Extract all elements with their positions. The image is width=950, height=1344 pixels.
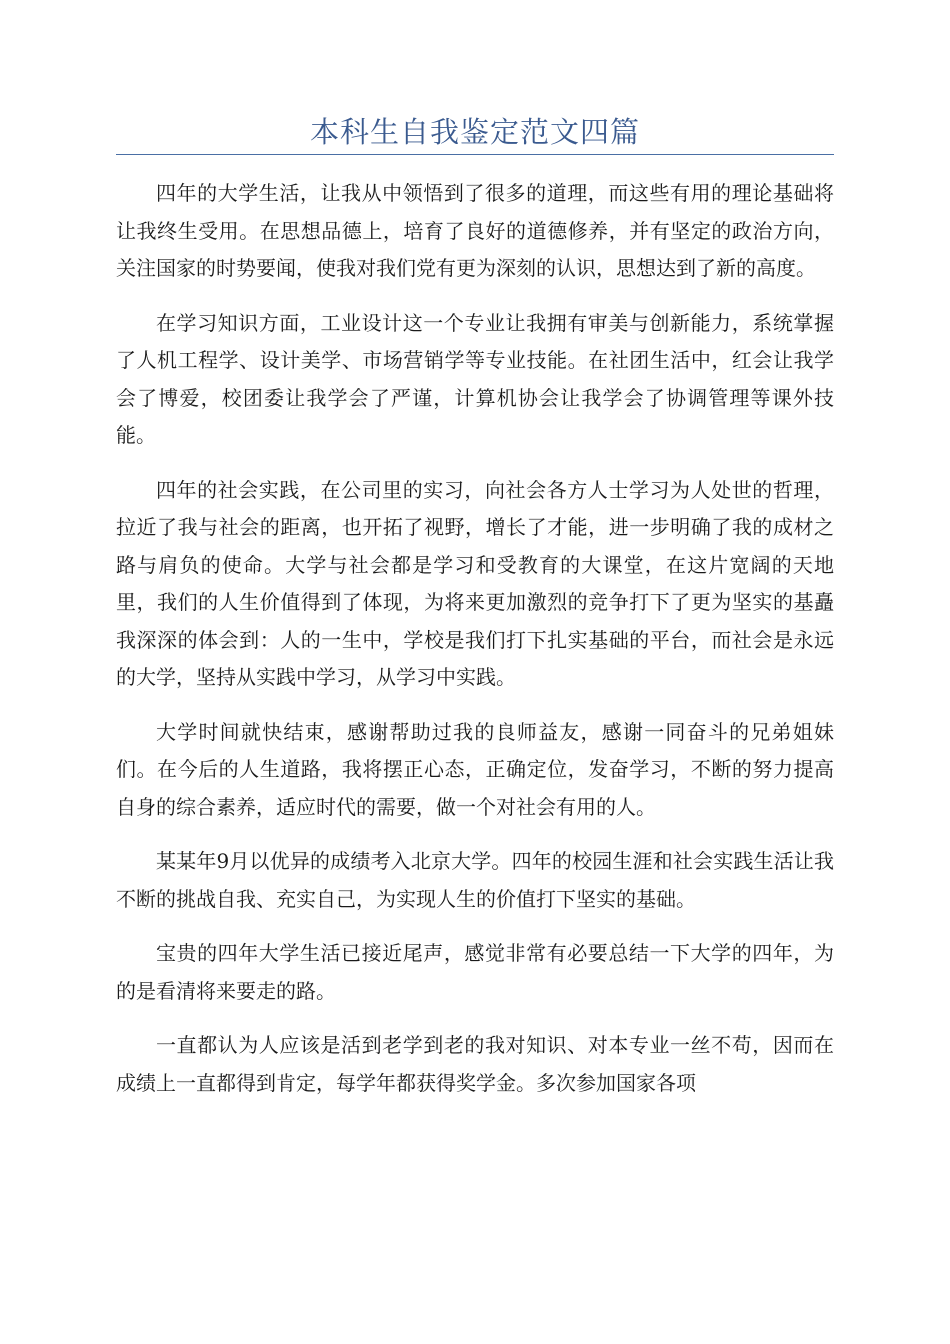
paragraph-3: 四年的社会实践，在公司里的实习，向社会各方人士学习为人处世的哲理，拉近了我与社会的距离，也开拓了视野，增长了才能，进一步明确了我的成材之路与肩负的使命。大学与社会都是学习和受教育的大课堂，在这片宽阔的天地里，我们的人生价值得到了体现，为将来更加激烈的竞争打下了更为坚实的基矗我深深的体会到：人的一生中，学校是我们打下扎实基础的平台，而社会是永远的大学，坚持从实践中学习，从学习中实践。 [116,477,834,689]
paragraph-2: 在学习知识方面，工业设计这一个专业让我拥有审美与创新能力，系统掌握了人机工程学、设计美学、市场营销学等专业技能。在社团生活中，红会让我学会了博爱，校团委让我学会了严谨，计算机协会让我学会了协调管理等课外技能。 [116,310,834,447]
document-title: 本科生自我鉴定范文四篇 [309,115,640,149]
paragraph-1: 四年的大学生活，让我从中领悟到了很多的道理，而这些有用的理论基础将让我终生受用。在思想品德上，培育了良好的道德修养，并有坚定的政治方向，关注国家的时势要闻，使我对我们党有更为深刻的认识，思想达到了新的高度。 [116,181,834,280]
paragraph-7: 一直都认为人应该是活到老学到老的我对知识、对本专业一丝不苟，因而在成绩上一直都得到肯定，每学年都获得奖学金。多次参加国家各项 [116,1033,834,1095]
title-underline [116,154,834,155]
document-body [116,175,834,1119]
paragraph-6: 宝贵的四年大学生活已接近尾声，感觉非常有必要总结一下大学的四年，为的是看清将来要走的路。 [116,941,834,1003]
paragraph-4: 大学时间就快结束，感谢帮助过我的良师益友，感谢一同奋斗的兄弟姐妹们。在今后的人生道路，我将摆正心态，正确定位，发奋学习，不断的努力提高自身的综合素养，适应时代的需要，做一个对社会有用的人。 [116,719,834,819]
paragraph-5: 某某年9月以优异的成绩考入北京大学。四年的校园生涯和社会实践生活让我不断的挑战自我、充实自己，为实现人生的价值打下坚实的基础。 [116,849,834,911]
